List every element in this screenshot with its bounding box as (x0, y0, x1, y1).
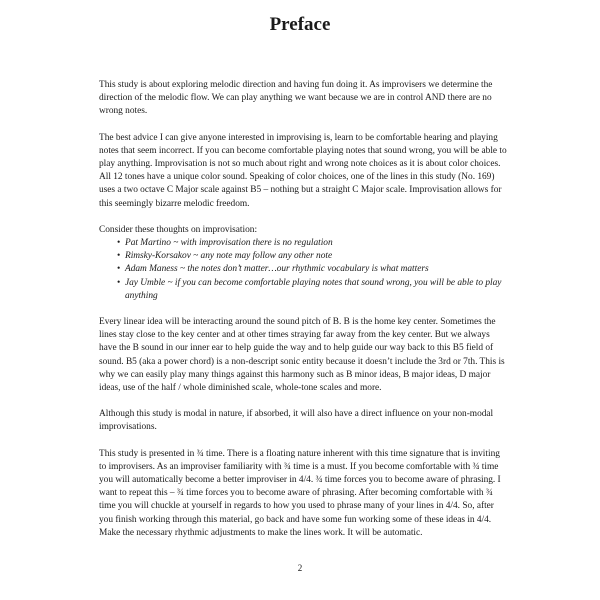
preface-body (99, 79, 507, 553)
quote-item (117, 277, 507, 303)
paragraph-quotes-intro: Consider these thoughts on improvisation: (99, 224, 258, 235)
quote-item (117, 263, 507, 276)
quote-text: Pat Martino ~ with improvisation there is no regulation (125, 238, 333, 249)
page-title: Preface (269, 14, 331, 35)
paragraph-modal: Although this study is modal in nature, if absorbed, it will also have a direct influence on your non-modal improvisations. (99, 409, 494, 433)
quote-item (117, 237, 507, 250)
bullet-icon: • (117, 277, 121, 288)
paragraph-advice: The best advice I can give anyone interested in improvising is, learn to be comfortable hearing and playing notes that seem incorrect. If you can become comfortable playing notes that sound wrong, you will be able to play anything. Improvisation is not so much about right and wrong note choices as it is about color choices. All 12 tones have a unique color sound. Speaking of color choices, one of the lines in this study (No. 169) uses a two octave C Major scale against B5 – nothing but a straight C Major scale. Improvisation allows for this seemingly bizarre melodic freedom. (99, 132, 507, 209)
paragraph-key-center: Every linear idea will be interacting around the sound pitch of B. B is the home key center. Sometimes the lines stay close to the key center and at other times straying far away from the key center. But we always have the B sound in our inner ear to help guide the way and to help guide our way back to this B5 field of sound. B5 (aka a power chord) is a non-descript sonic entity because it doesn’t include the 3rd or 7th. This is why we can easily play many things against this harmony such as B minor ideas, B major ideas, D major ideas, use of the half / whole diminished scale, whole-tone scales and more. (99, 317, 505, 394)
bullet-icon: • (117, 251, 121, 262)
quote-item (117, 250, 507, 263)
bullet-icon: • (117, 264, 121, 275)
paragraph-time-signature: This study is presented in ¾ time. There is a floating nature inherent with this time signature that is inviting to improvisers. As an improviser familiarity with ¾ time is a must. If you become comfortable with ¾ time you will automatically become a better improviser in 4/4. ¾ time forces you to become aware of phrasing. I want to repeat this – ¾ time forces you to become aware of phrasing. After becoming comfortable with ¾ time you will chuckle at yourself in regards to how you used to phrase many of your lines in 4/4. So, after you finish working through this material, go back and have some fun working some of these ideas in 4/4. Make the necessary rhythmic adjustments to make the lines work. It will be automatic. (99, 448, 501, 538)
page-number: 2 (297, 563, 303, 573)
paragraph-intro: This study is about exploring melodic direction and having fun doing it. As improvisers we determine the direction of the melodic flow. We can play anything we want because we are in control AND there are no wrong notes. (99, 80, 493, 117)
quote-text: Jay Umble ~ if you can become comfortable playing notes that sound wrong, you will be able to play anything (125, 277, 502, 301)
quote-text: Rimsky-Korsakov ~ any note may follow any other note (125, 251, 333, 262)
quote-list (99, 237, 507, 303)
bullet-icon: • (117, 238, 121, 249)
quote-text: Adam Maness ~ the notes don’t matter…our rhythmic vocabulary is what matters (125, 264, 429, 275)
